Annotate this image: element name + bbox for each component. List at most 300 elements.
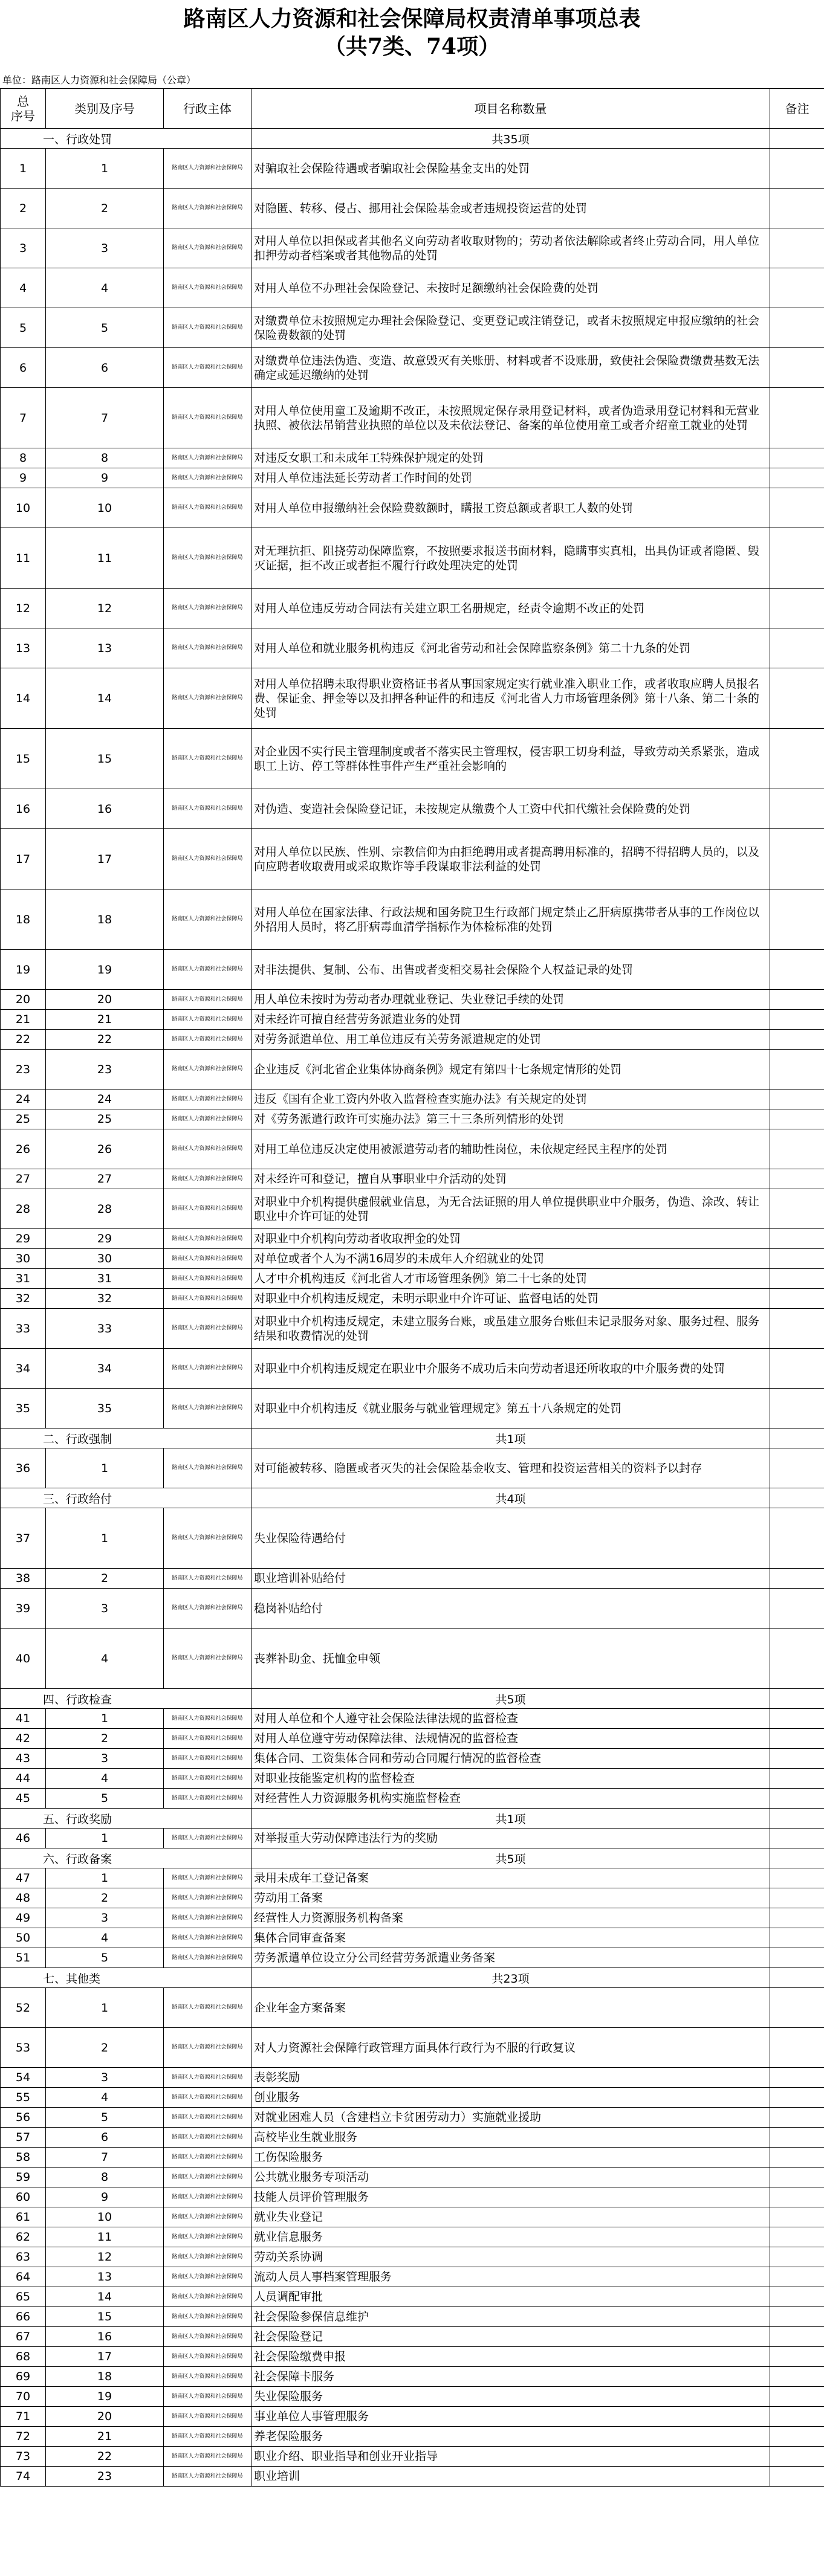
sub-seq-cell: 23 (46, 2467, 164, 2487)
agency-cell: 路南区人力资源和社会保障局 (164, 2347, 251, 2367)
seq-cell: 54 (1, 2068, 46, 2088)
item-name-cell: 对隐匿、转移、侵占、挪用社会保险基金或者违规投资运营的处罚 (251, 189, 770, 228)
note-cell (770, 308, 824, 348)
table-row (1, 2447, 824, 2467)
note-cell (770, 1109, 824, 1129)
seq-cell: 23 (1, 1050, 46, 1089)
note-cell (770, 2467, 824, 2487)
seq-cell: 72 (1, 2427, 46, 2447)
table-row (1, 1089, 824, 1109)
table-row (1, 1030, 824, 1050)
seq-cell: 31 (1, 1269, 46, 1289)
note-cell (770, 1189, 824, 1229)
table-row (1, 1129, 824, 1169)
table-row (1, 1309, 824, 1349)
agency-cell: 路南区人力资源和社会保障局 (164, 1888, 251, 1908)
sub-seq-cell: 10 (46, 2207, 164, 2227)
seq-cell: 29 (1, 1229, 46, 1249)
agency-cell: 路南区人力资源和社会保障局 (164, 1010, 251, 1030)
sub-seq-cell: 26 (46, 1129, 164, 1169)
seq-cell: 26 (1, 1129, 46, 1169)
sub-seq-cell: 1 (46, 1829, 164, 1848)
note-cell (770, 1030, 824, 1050)
note-cell (770, 1508, 824, 1569)
item-name-cell: 劳动关系协调 (251, 2247, 770, 2267)
note-cell (770, 2327, 824, 2347)
sub-seq-cell: 2 (46, 1888, 164, 1908)
table-row (1, 1789, 824, 1809)
note-cell (770, 1169, 824, 1189)
agency-cell: 路南区人力资源和社会保障局 (164, 1868, 251, 1888)
category-total: 共5项 (251, 1689, 770, 1709)
table-row (1, 2407, 824, 2427)
seq-cell: 25 (1, 1109, 46, 1129)
sub-seq-cell: 4 (46, 1769, 164, 1789)
item-name-cell: 对用人单位以担保或者其他名义向劳动者收取财物的；劳动者依法解除或者终止劳动合同，用人单位扣押劳动者档案或者其他物品的处罚 (251, 228, 770, 268)
agency-cell: 路南区人力资源和社会保障局 (164, 1829, 251, 1848)
sub-seq-cell: 7 (46, 2148, 164, 2168)
sub-seq-cell: 6 (46, 348, 164, 388)
seq-cell: 28 (1, 1189, 46, 1229)
seq-cell: 56 (1, 2108, 46, 2128)
seq-cell: 21 (1, 1010, 46, 1030)
item-name-cell: 就业信息服务 (251, 2227, 770, 2247)
table-row (1, 2307, 824, 2327)
note-cell (770, 589, 824, 628)
agency-cell: 路南区人力资源和社会保障局 (164, 1988, 251, 2028)
table-row (1, 2247, 824, 2267)
item-name-cell: 对职业中介机构违反规定在职业中介服务不成功后未向劳动者退还所收取的中介服务费的处罚 (251, 1349, 770, 1389)
item-name-cell: 公共就业服务专项活动 (251, 2168, 770, 2187)
item-name-cell: 录用未成年工登记备案 (251, 1868, 770, 1888)
note-cell (770, 628, 824, 668)
agency-cell: 路南区人力资源和社会保障局 (164, 2148, 251, 2168)
note-cell (770, 1589, 824, 1629)
seq-cell: 46 (1, 1829, 46, 1848)
note-cell (770, 2108, 824, 2128)
seq-cell: 47 (1, 1868, 46, 1888)
table-row (1, 448, 824, 468)
note-cell (770, 388, 824, 448)
item-name-cell: 人员调配审批 (251, 2287, 770, 2307)
note-cell (770, 668, 824, 729)
seq-cell: 71 (1, 2407, 46, 2427)
sub-seq-cell: 3 (46, 1908, 164, 1928)
item-name-cell: 流动人员人事档案管理服务 (251, 2267, 770, 2287)
sub-seq-cell: 35 (46, 1389, 164, 1428)
unit-line: 单位：路南区人力资源和社会保障局（公章） (2, 74, 196, 86)
seq-cell: 10 (1, 488, 46, 528)
sub-seq-cell: 31 (46, 1269, 164, 1289)
sub-seq-cell: 21 (46, 1010, 164, 1030)
agency-cell: 路南区人力资源和社会保障局 (164, 2447, 251, 2467)
table-row (1, 1249, 824, 1269)
table-row (1, 468, 824, 488)
seq-cell: 35 (1, 1389, 46, 1428)
agency-cell: 路南区人力资源和社会保障局 (164, 2267, 251, 2287)
item-name-cell: 对违反女职工和未成年工特殊保护规定的处罚 (251, 448, 770, 468)
note-cell (770, 528, 824, 589)
item-name-cell: 对用人单位违反劳动合同法有关建立职工名册规定，经责令逾期不改正的处罚 (251, 589, 770, 628)
table-row (1, 1389, 824, 1428)
table-row (1, 1289, 824, 1309)
agency-cell: 路南区人力资源和社会保障局 (164, 2187, 251, 2207)
table-row (1, 1569, 824, 1589)
seq-cell: 15 (1, 729, 46, 789)
item-name-cell: 稳岗补贴给付 (251, 1589, 770, 1629)
seq-cell: 68 (1, 2347, 46, 2367)
item-name-cell: 对用人单位使用童工及逾期不改正，未按照规定保存录用登记材料，或者伪造录用登记材料和无营业执照、被依法吊销营业执照的单位以及未依法登记、备案的单位使用童工或者介绍童工就业的处罚 (251, 388, 770, 448)
agency-cell: 路南区人力资源和社会保障局 (164, 2108, 251, 2128)
item-name-cell: 对劳务派遣单位、用工单位违反有关劳务派遣规定的处罚 (251, 1030, 770, 1050)
seq-cell: 44 (1, 1769, 46, 1789)
table-row (1, 1109, 824, 1129)
header-name: 项目名称数量 (251, 89, 770, 129)
sub-seq-cell: 12 (46, 2247, 164, 2267)
note-cell (770, 1848, 824, 1868)
note-cell (770, 889, 824, 950)
agency-cell: 路南区人力资源和社会保障局 (164, 1448, 251, 1488)
sub-seq-cell: 4 (46, 1928, 164, 1948)
seq-cell: 14 (1, 668, 46, 729)
sub-seq-cell: 2 (46, 1569, 164, 1589)
seq-cell: 57 (1, 2128, 46, 2148)
table-row (1, 1888, 824, 1908)
agency-cell: 路南区人力资源和社会保障局 (164, 268, 251, 308)
sub-seq-cell: 15 (46, 729, 164, 789)
table-row (1, 2467, 824, 2487)
seq-cell: 42 (1, 1729, 46, 1749)
sub-seq-cell: 24 (46, 1089, 164, 1109)
note-cell (770, 1349, 824, 1389)
seq-cell: 45 (1, 1789, 46, 1809)
note-cell (770, 1829, 824, 1848)
sub-seq-cell: 28 (46, 1189, 164, 1229)
item-name-cell: 对用人单位违法延长劳动者工作时间的处罚 (251, 468, 770, 488)
sub-seq-cell: 1 (46, 1508, 164, 1569)
note-cell (770, 2307, 824, 2327)
seq-cell: 50 (1, 1928, 46, 1948)
agency-cell: 路南区人力资源和社会保障局 (164, 2427, 251, 2447)
note-cell (770, 129, 824, 149)
seq-cell: 24 (1, 1089, 46, 1109)
sub-seq-cell: 17 (46, 829, 164, 889)
sub-seq-cell: 19 (46, 950, 164, 990)
item-name-cell: 对用人单位和个人遵守社会保险法律法规的监督检查 (251, 1709, 770, 1729)
table-row (1, 1629, 824, 1689)
agency-cell: 路南区人力资源和社会保障局 (164, 448, 251, 468)
seq-cell: 16 (1, 789, 46, 829)
seq-cell: 73 (1, 2447, 46, 2467)
seq-cell: 22 (1, 1030, 46, 1050)
agency-cell: 路南区人力资源和社会保障局 (164, 1349, 251, 1389)
seq-cell: 41 (1, 1709, 46, 1729)
item-name-cell: 创业服务 (251, 2088, 770, 2108)
sub-seq-cell: 6 (46, 2128, 164, 2148)
document-title: 路南区人力资源和社会保障局权责清单事项总表 (183, 6, 641, 31)
item-name-cell: 对企业因不实行民主管理制度或者不落实民主管理权，侵害职工切身利益，导致劳动关系紧张，造成职工上访、停工等群体性事件产生严重社会影响的 (251, 729, 770, 789)
note-cell (770, 1988, 824, 2028)
seq-cell: 64 (1, 2267, 46, 2287)
category-total: 共23项 (251, 1968, 770, 1988)
item-name-cell: 经营性人力资源服务机构备案 (251, 1908, 770, 1928)
table-row (1, 2387, 824, 2407)
table-row (1, 228, 824, 268)
table-row (1, 1829, 824, 1848)
item-name-cell: 丧葬补助金、抚恤金申领 (251, 1629, 770, 1689)
agency-cell: 路南区人力资源和社会保障局 (164, 1769, 251, 1789)
seq-cell: 11 (1, 528, 46, 589)
note-cell (770, 1769, 824, 1789)
sub-seq-cell: 1 (46, 1448, 164, 1488)
note-cell (770, 268, 824, 308)
item-name-cell: 企业年金方案备案 (251, 1988, 770, 2028)
note-cell (770, 468, 824, 488)
item-name-cell: 就业失业登记 (251, 2207, 770, 2227)
note-cell (770, 1428, 824, 1448)
note-cell (770, 829, 824, 889)
table-row (1, 1749, 824, 1769)
sub-seq-cell: 34 (46, 1349, 164, 1389)
item-name-cell: 对用人单位遵守劳动保障法律、法规情况的监督检查 (251, 1729, 770, 1749)
note-cell (770, 348, 824, 388)
agency-cell: 路南区人力资源和社会保障局 (164, 1508, 251, 1569)
note-cell (770, 1309, 824, 1349)
note-cell (770, 189, 824, 228)
table-row (1, 1229, 824, 1249)
agency-cell: 路南区人力资源和社会保障局 (164, 2128, 251, 2148)
table-row (1, 889, 824, 950)
agency-cell: 路南区人力资源和社会保障局 (164, 2407, 251, 2427)
sub-seq-cell: 22 (46, 1030, 164, 1050)
category-row (1, 1488, 824, 1508)
seq-cell: 49 (1, 1908, 46, 1928)
seq-cell: 58 (1, 2148, 46, 2168)
item-name-cell: 社会保障卡服务 (251, 2367, 770, 2387)
item-name-cell: 职业培训 (251, 2467, 770, 2487)
table-row (1, 2287, 824, 2307)
item-name-cell: 技能人员评价管理服务 (251, 2187, 770, 2207)
category-total: 共4项 (251, 1488, 770, 1508)
note-cell (770, 1928, 824, 1948)
sub-seq-cell: 20 (46, 2407, 164, 2427)
table-row (1, 1010, 824, 1030)
note-cell (770, 1569, 824, 1589)
seq-cell: 69 (1, 2367, 46, 2387)
seq-cell: 53 (1, 2028, 46, 2068)
seq-cell: 6 (1, 348, 46, 388)
category-label: 七、其他类 (1, 1968, 251, 1988)
note-cell (770, 1389, 824, 1428)
seq-cell: 5 (1, 308, 46, 348)
sub-seq-cell: 11 (46, 528, 164, 589)
note-cell (770, 1689, 824, 1709)
table-row (1, 2427, 824, 2447)
agency-cell: 路南区人力资源和社会保障局 (164, 528, 251, 589)
table-row (1, 1868, 824, 1888)
item-name-cell: 企业违反《河北省企业集体协商条例》规定有第四十七条规定情形的处罚 (251, 1050, 770, 1089)
table-row (1, 2108, 824, 2128)
item-name-cell: 对用工单位违反决定使用被派遣劳动者的辅助性岗位，未依规定经民主程序的处罚 (251, 1129, 770, 1169)
table-row (1, 1448, 824, 1488)
table-row (1, 2327, 824, 2347)
note-cell (770, 1448, 824, 1488)
sub-seq-cell: 3 (46, 1749, 164, 1769)
item-name-cell: 养老保险服务 (251, 2427, 770, 2447)
agency-cell: 路南区人力资源和社会保障局 (164, 1249, 251, 1269)
agency-cell: 路南区人力资源和社会保障局 (164, 1229, 251, 1249)
sub-seq-cell: 15 (46, 2307, 164, 2327)
item-name-cell: 对伪造、变造社会保险登记证，未按规定从缴费个人工资中代扣代缴社会保险费的处罚 (251, 789, 770, 829)
agency-cell: 路南区人力资源和社会保障局 (164, 889, 251, 950)
agency-cell: 路南区人力资源和社会保障局 (164, 2227, 251, 2247)
note-cell (770, 1948, 824, 1968)
title-block (0, 0, 824, 73)
table-row (1, 2068, 824, 2088)
item-name-cell: 对职业中介机构违反规定，未明示职业中介许可证、监督电话的处罚 (251, 1289, 770, 1309)
table-row (1, 1769, 824, 1789)
seq-cell: 48 (1, 1888, 46, 1908)
sub-seq-cell: 11 (46, 2227, 164, 2247)
item-name-cell: 对就业困难人员（含建档立卡贫困劳动力）实施就业援助 (251, 2108, 770, 2128)
item-name-cell: 对用人单位招聘未取得职业资格证书者从事国家规定实行就业准入职业工作，或者收取应聘人员报名费、保证金、押金等以及扣押各种证件的和违反《河北省人力市场管理条例》第十八条、第二十条的处罚 (251, 668, 770, 729)
seq-cell: 1 (1, 149, 46, 189)
table-row (1, 589, 824, 628)
note-cell (770, 2068, 824, 2088)
seq-cell: 17 (1, 829, 46, 889)
table-row (1, 1928, 824, 1948)
agency-cell: 路南区人力资源和社会保障局 (164, 1050, 251, 1089)
item-name-cell: 失业保险待遇给付 (251, 1508, 770, 1569)
table-row (1, 1988, 824, 2028)
seq-cell: 7 (1, 388, 46, 448)
seq-cell: 74 (1, 2467, 46, 2487)
table-body (1, 129, 824, 2487)
table-row (1, 1948, 824, 1968)
item-name-cell: 对骗取社会保险待遇或者骗取社会保险基金支出的处罚 (251, 149, 770, 189)
category-total: 共1项 (251, 1809, 770, 1829)
agency-cell: 路南区人力资源和社会保障局 (164, 2207, 251, 2227)
agency-cell: 路南区人力资源和社会保障局 (164, 1729, 251, 1749)
category-label: 一、行政处罚 (1, 129, 251, 149)
document-subtitle: （共7类、74项） (323, 34, 501, 59)
sub-seq-cell: 1 (46, 1988, 164, 2028)
agency-cell: 路南区人力资源和社会保障局 (164, 348, 251, 388)
agency-cell: 路南区人力资源和社会保障局 (164, 1289, 251, 1309)
note-cell (770, 1249, 824, 1269)
item-name-cell: 对无理抗拒、阻挠劳动保障监察，不按照要求报送书面材料，隐瞒事实真相，出具伪证或者隐匿、毁灭证据，拒不改正或者拒不履行行政处理决定的处罚 (251, 528, 770, 589)
sub-seq-cell: 5 (46, 308, 164, 348)
sub-seq-cell: 22 (46, 2447, 164, 2467)
agency-cell: 路南区人力资源和社会保障局 (164, 729, 251, 789)
agency-cell: 路南区人力资源和社会保障局 (164, 1908, 251, 1928)
agency-cell: 路南区人力资源和社会保障局 (164, 1089, 251, 1109)
seq-cell: 39 (1, 1589, 46, 1629)
note-cell (770, 2088, 824, 2108)
note-cell (770, 1809, 824, 1829)
table-row (1, 2267, 824, 2287)
agency-cell: 路南区人力资源和社会保障局 (164, 1109, 251, 1129)
agency-cell: 路南区人力资源和社会保障局 (164, 1189, 251, 1229)
sub-seq-cell: 29 (46, 1229, 164, 1249)
table-row (1, 2187, 824, 2207)
table-row (1, 528, 824, 589)
note-cell (770, 1269, 824, 1289)
table-row (1, 628, 824, 668)
table-row (1, 990, 824, 1010)
note-cell (770, 1908, 824, 1928)
sub-seq-cell: 1 (46, 149, 164, 189)
sub-seq-cell: 4 (46, 2088, 164, 2108)
note-cell (770, 2447, 824, 2467)
seq-cell: 13 (1, 628, 46, 668)
header-category: 类别及序号 (46, 89, 164, 129)
table-row (1, 488, 824, 528)
sub-seq-cell: 8 (46, 2168, 164, 2187)
sub-seq-cell: 4 (46, 1629, 164, 1689)
sub-seq-cell: 9 (46, 2187, 164, 2207)
item-name-cell: 对职业中介机构向劳动者收取押金的处罚 (251, 1229, 770, 1249)
sub-seq-cell: 13 (46, 2267, 164, 2287)
seq-cell: 52 (1, 1988, 46, 2028)
agency-cell: 路南区人力资源和社会保障局 (164, 308, 251, 348)
note-cell (770, 2128, 824, 2148)
agency-cell: 路南区人力资源和社会保障局 (164, 149, 251, 189)
agency-cell: 路南区人力资源和社会保障局 (164, 2367, 251, 2387)
category-row (1, 1848, 824, 1868)
header-row (1, 89, 824, 129)
item-name-cell: 集体合同审查备案 (251, 1928, 770, 1948)
category-total: 共35项 (251, 129, 770, 149)
agency-cell: 路南区人力资源和社会保障局 (164, 468, 251, 488)
item-name-cell: 劳务派遣单位设立分公司经营劳务派遣业务备案 (251, 1948, 770, 1968)
sub-seq-cell: 17 (46, 2347, 164, 2367)
table-row (1, 729, 824, 789)
sub-seq-cell: 8 (46, 448, 164, 468)
table-row (1, 668, 824, 729)
agency-cell: 路南区人力资源和社会保障局 (164, 2327, 251, 2347)
sub-seq-cell: 16 (46, 789, 164, 829)
agency-cell: 路南区人力资源和社会保障局 (164, 628, 251, 668)
agency-cell: 路南区人力资源和社会保障局 (164, 1269, 251, 1289)
category-total: 共1项 (251, 1428, 770, 1448)
seq-cell: 18 (1, 889, 46, 950)
agency-cell: 路南区人力资源和社会保障局 (164, 1169, 251, 1189)
seq-cell: 20 (1, 990, 46, 1010)
seq-cell: 34 (1, 1349, 46, 1389)
seq-cell: 33 (1, 1309, 46, 1349)
item-name-cell: 对缴费单位未按照规定办理社会保险登记、变更登记或注销登记，或者未按照规定申报应缴纳的社会保险费数额的处罚 (251, 308, 770, 348)
table-row (1, 1589, 824, 1629)
note-cell (770, 2207, 824, 2227)
note-cell (770, 448, 824, 468)
item-name-cell: 失业保险服务 (251, 2387, 770, 2407)
seq-cell: 2 (1, 189, 46, 228)
note-cell (770, 2227, 824, 2247)
sub-seq-cell: 2 (46, 2028, 164, 2068)
item-name-cell: 对非法提供、复制、公布、出售或者变相交易社会保险个人权益记录的处罚 (251, 950, 770, 990)
note-cell (770, 149, 824, 189)
responsibility-table (0, 88, 824, 2487)
note-cell (770, 1050, 824, 1089)
agency-cell: 路南区人力资源和社会保障局 (164, 950, 251, 990)
agency-cell: 路南区人力资源和社会保障局 (164, 829, 251, 889)
sub-seq-cell: 3 (46, 1589, 164, 1629)
note-cell (770, 950, 824, 990)
category-row (1, 1689, 824, 1709)
seq-cell: 67 (1, 2327, 46, 2347)
category-row (1, 1428, 824, 1448)
